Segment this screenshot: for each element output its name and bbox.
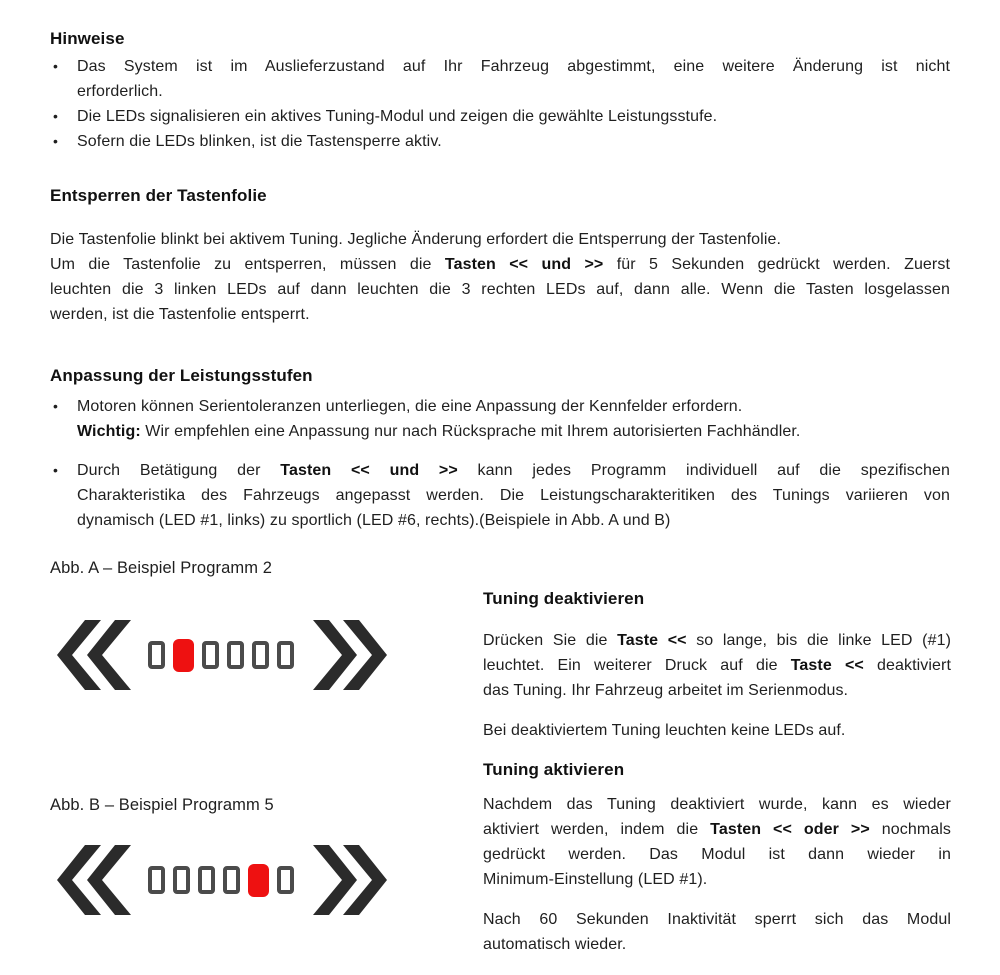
double-chevron-right-icon bbox=[313, 845, 387, 915]
led-indicator-off bbox=[148, 866, 165, 894]
bullet-item bbox=[50, 394, 950, 444]
paragraph-line: aktiviert werden, indem die Tasten << oder >> nochmals bbox=[483, 821, 952, 838]
paragraph-line: leuchtet. Ein weiterer Druck auf die Taste << deaktiviert bbox=[483, 657, 952, 674]
paragraph-line: Die LEDs signalisieren ein aktives Tuning-Modul und zeigen die gewählte Leistungsstufe. bbox=[77, 108, 718, 125]
top-section bbox=[50, 26, 950, 533]
paragraph-line: werden, ist die Tastenfolie entsperrt. bbox=[50, 306, 310, 323]
led-strip bbox=[148, 639, 294, 672]
tuning-deaktivieren-note bbox=[483, 718, 951, 743]
paragraph-line: Durch Betätigung der Tasten << und >> kann jedes Programm individuell auf die spezifischen bbox=[77, 462, 951, 479]
paragraph-line: Um die Tastenfolie zu entsperren, müssen die Tasten << und >> für 5 Sekunden gedrückt werden. Zuerst bbox=[50, 256, 951, 273]
section-heading-entsperren: Entsperren der Tastenfolie bbox=[50, 186, 267, 205]
figure-a-label: Abb. A – Beispiel Programm 2 bbox=[50, 559, 272, 577]
tuning-aktivieren-note bbox=[483, 907, 951, 957]
bullet-item bbox=[50, 129, 950, 154]
right-column bbox=[483, 586, 951, 957]
paragraph-line: leuchten die 3 linken LEDs auf dann leuchten die 3 rechten LEDs auf, dann alle. Wenn die Tasten losgelassen bbox=[50, 281, 950, 298]
paragraph-line: Bei deaktiviertem Tuning leuchten keine LEDs auf. bbox=[483, 722, 846, 739]
bullet-item bbox=[50, 54, 950, 104]
paragraph-line: erforderlich. bbox=[77, 83, 163, 100]
paragraph-line: Minimum-Einstellung (LED #1). bbox=[483, 871, 708, 888]
paragraph-line: Charakteristika des Fahrzeugs angepasst werden. Die Leistungscharakteritiken des Tunings variieren von bbox=[77, 487, 950, 504]
double-chevron-left-icon bbox=[57, 845, 131, 915]
figure-b bbox=[57, 845, 387, 915]
paragraph-line: gedrückt werden. Das Modul ist dann wieder in bbox=[483, 846, 951, 863]
section-heading-hinweise: Hinweise bbox=[50, 29, 125, 48]
bullet-marker: • bbox=[53, 133, 59, 149]
paragraph-line: Drücken Sie die Taste << so lange, bis die linke LED (#1) bbox=[483, 632, 951, 649]
bullet-marker: • bbox=[53, 108, 59, 124]
paragraph-line: dynamisch (LED #1, links) zu sportlich (LED #6, rechts).(Beispiele in Abb. A und B) bbox=[77, 512, 671, 529]
paragraph-line: Wichtig: Wir empfehlen eine Anpassung nur nach Rücksprache mit Ihrem autorisierten Fachhändler. bbox=[77, 423, 801, 440]
paragraph-line: Sofern die LEDs blinken, ist die Tastensperre aktiv. bbox=[77, 133, 442, 150]
paragraph-line: Die Tastenfolie blinkt bei aktivem Tuning. Jegliche Änderung erfordert die Entsperrung der Tastenfolie. bbox=[50, 231, 782, 248]
led-indicator-off bbox=[148, 641, 165, 669]
paragraph-line: Das System ist im Auslieferzustand auf Ihr Fahrzeug abgestimmt, eine weitere Änderung ist nicht bbox=[77, 58, 950, 75]
tuning-deaktivieren-paragraph bbox=[483, 628, 951, 703]
bullet-marker: • bbox=[53, 398, 59, 414]
bullet-item bbox=[50, 458, 950, 533]
double-chevron-left-icon bbox=[57, 620, 131, 690]
led-indicator-off bbox=[252, 641, 269, 669]
paragraph-line: das Tuning. Ihr Fahrzeug arbeitet im Serienmodus. bbox=[483, 682, 849, 699]
paragraph-line: Nachdem das Tuning deaktiviert wurde, kann es wieder bbox=[483, 796, 951, 813]
led-indicator-on bbox=[248, 864, 269, 897]
entsperren-paragraph bbox=[50, 227, 950, 327]
led-indicator-on bbox=[173, 639, 194, 672]
led-indicator-off bbox=[277, 866, 294, 894]
hinweise-list bbox=[50, 54, 950, 154]
bullet-marker: • bbox=[53, 462, 59, 478]
led-indicator-off bbox=[202, 641, 219, 669]
tuning-deaktivieren-heading: Tuning deaktivieren bbox=[483, 589, 645, 608]
anpassung-list bbox=[50, 394, 950, 533]
paragraph-line: Motoren können Serientoleranzen unterliegen, die eine Anpassung der Kennfelder erfordern. bbox=[77, 398, 743, 415]
led-strip bbox=[148, 864, 294, 897]
paragraph-line: automatisch wieder. bbox=[483, 936, 627, 953]
section-heading-anpassung: Anpassung der Leistungsstufen bbox=[50, 366, 313, 385]
figure-b-label: Abb. B – Beispiel Programm 5 bbox=[50, 796, 274, 814]
led-indicator-off bbox=[223, 866, 240, 894]
double-chevron-right-icon bbox=[313, 620, 387, 690]
led-indicator-off bbox=[277, 641, 294, 669]
figure-a bbox=[57, 620, 387, 690]
bullet-marker: • bbox=[53, 58, 59, 74]
paragraph-line: Nach 60 Sekunden Inaktivität sperrt sich das Modul bbox=[483, 911, 951, 928]
led-indicator-off bbox=[173, 866, 190, 894]
bullet-item bbox=[50, 104, 950, 129]
led-indicator-off bbox=[227, 641, 244, 669]
tuning-aktivieren-heading: Tuning aktivieren bbox=[483, 760, 625, 779]
led-indicator-off bbox=[198, 866, 215, 894]
tuning-aktivieren-paragraph bbox=[483, 792, 951, 892]
